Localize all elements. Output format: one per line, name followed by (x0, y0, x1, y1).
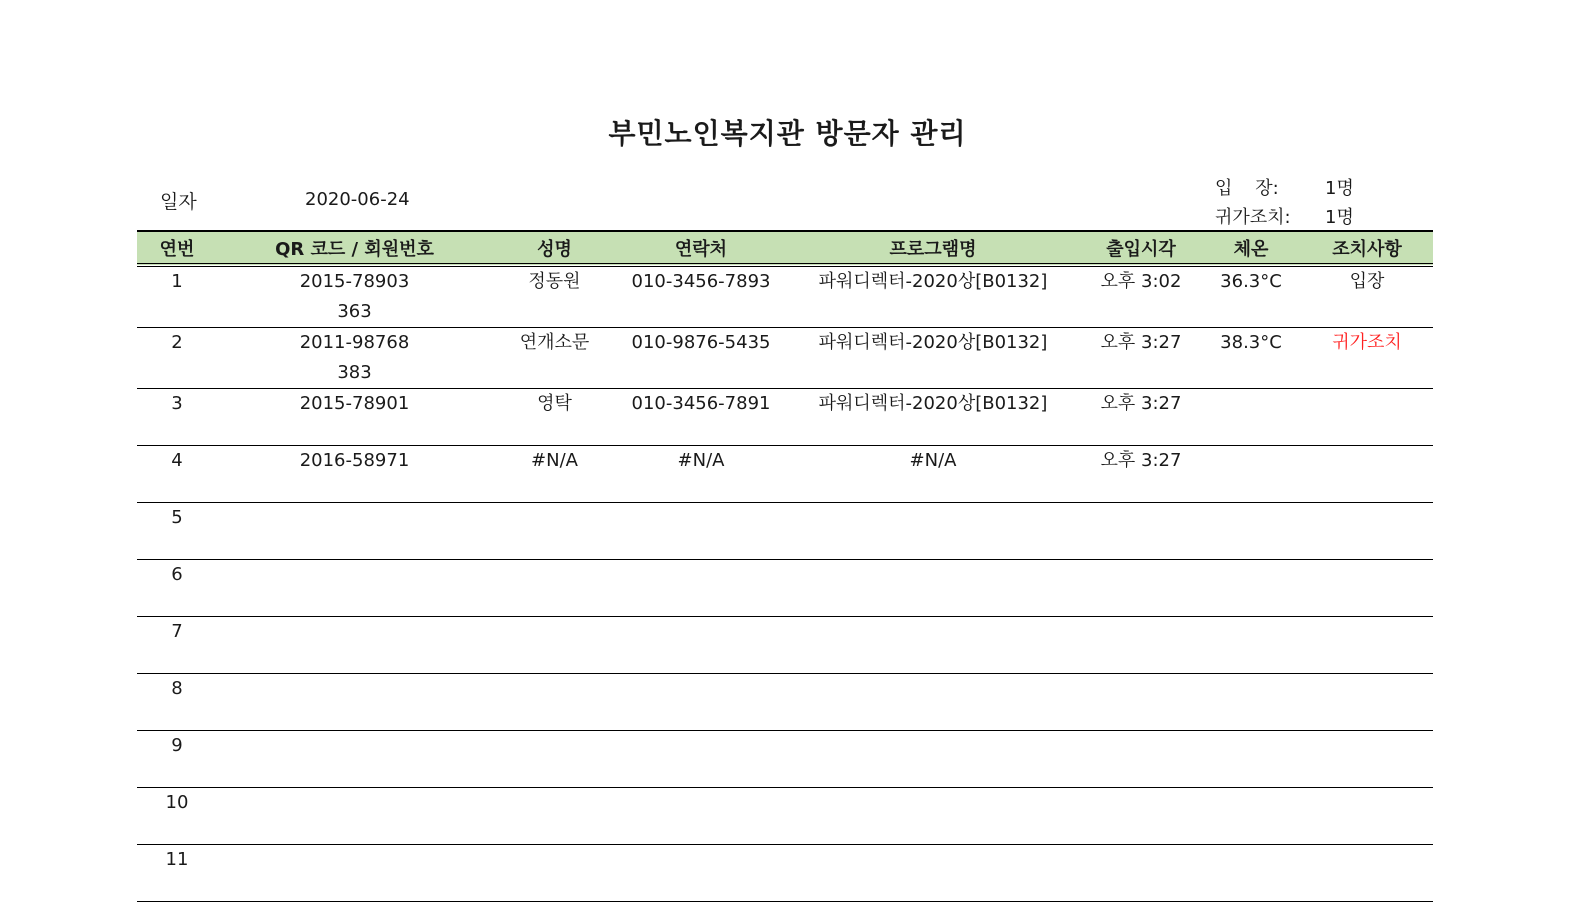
cell-program[interactable]: 파워디렉터-2020상[B0132] (785, 389, 1081, 446)
cell-code[interactable] (217, 788, 492, 845)
table-row[interactable] (137, 617, 1433, 674)
cell-code-value: 2015-78901 (299, 393, 410, 414)
cell-name[interactable] (492, 845, 617, 902)
cell-phone[interactable]: 010-3456-7893 (617, 265, 785, 328)
table-row[interactable] (137, 389, 1433, 446)
cell-action[interactable] (1301, 788, 1433, 845)
column-header-time[interactable]: 출입시각 (1081, 231, 1201, 265)
cell-time[interactable]: 오후 3:27 (1081, 389, 1201, 446)
cell-no[interactable]: 2 (137, 328, 217, 389)
cell-time[interactable] (1081, 845, 1201, 902)
cell-temp[interactable] (1201, 617, 1301, 674)
cell-no[interactable]: 5 (137, 503, 217, 560)
cell-program[interactable] (785, 674, 1081, 731)
cell-code-extra: 383 (337, 362, 372, 383)
cell-phone[interactable]: #N/A (617, 446, 785, 503)
column-header-code[interactable]: QR 코드 / 회원번호 (217, 231, 492, 265)
cell-code[interactable] (217, 503, 492, 560)
cell-time[interactable] (1081, 560, 1201, 617)
cell-action[interactable] (1301, 617, 1433, 674)
cell-name[interactable]: 영탁 (492, 389, 617, 446)
cell-code[interactable] (217, 674, 492, 731)
cell-name[interactable] (492, 560, 617, 617)
cell-program[interactable] (785, 788, 1081, 845)
cell-temp[interactable] (1201, 731, 1301, 788)
cell-action[interactable] (1301, 674, 1433, 731)
cell-temp[interactable] (1201, 845, 1301, 902)
cell-action[interactable] (1301, 560, 1433, 617)
cell-time[interactable] (1081, 503, 1201, 560)
cell-code[interactable] (217, 845, 492, 902)
page-title: 부민노인복지관 방문자 관리 (608, 117, 967, 150)
cell-name[interactable] (492, 617, 617, 674)
table-body (137, 265, 1433, 902)
cell-code-value: 2011-98768 (299, 332, 410, 353)
summary-sent-home-label: 귀가조치: (1215, 207, 1291, 228)
cell-temp[interactable] (1201, 674, 1301, 731)
cell-name[interactable]: 연개소문 (492, 328, 617, 389)
cell-action[interactable] (1301, 731, 1433, 788)
cell-name[interactable]: #N/A (492, 446, 617, 503)
cell-time[interactable]: 오후 3:27 (1081, 328, 1201, 389)
cell-action[interactable]: 귀가조치 (1301, 328, 1433, 389)
cell-temp[interactable] (1201, 503, 1301, 560)
table-row[interactable] (137, 503, 1433, 560)
table-row[interactable] (137, 560, 1433, 617)
cell-action[interactable] (1301, 389, 1433, 446)
cell-phone[interactable] (617, 788, 785, 845)
cell-time[interactable] (1081, 731, 1201, 788)
cell-no[interactable]: 7 (137, 617, 217, 674)
column-header-no[interactable]: 연번 (137, 231, 217, 265)
cell-name[interactable] (492, 731, 617, 788)
table-row[interactable] (137, 845, 1433, 902)
table-row[interactable] (137, 265, 1433, 328)
cell-temp[interactable] (1201, 446, 1301, 503)
date-value[interactable]: 2020-06-24 (305, 189, 410, 210)
cell-time[interactable]: 오후 3:27 (1081, 446, 1201, 503)
cell-program[interactable] (785, 560, 1081, 617)
cell-code[interactable] (217, 328, 492, 389)
cell-code-value: 2016-58971 (299, 450, 410, 471)
cell-code-value: 2015-78903 (299, 271, 410, 292)
summary-entered-value[interactable]: 1명 (1325, 178, 1354, 199)
cell-phone[interactable] (617, 560, 785, 617)
summary-sent-home (1215, 203, 1385, 229)
cell-phone[interactable] (617, 503, 785, 560)
table-row[interactable] (137, 446, 1433, 503)
cell-time[interactable] (1081, 617, 1201, 674)
cell-temp[interactable]: 38.3°C (1201, 328, 1301, 389)
cell-code[interactable] (217, 617, 492, 674)
cell-no[interactable]: 3 (137, 389, 217, 446)
cell-action[interactable] (1301, 845, 1433, 902)
cell-name[interactable]: 정동원 (492, 265, 617, 328)
cell-time[interactable] (1081, 674, 1201, 731)
cell-program[interactable]: 파워디렉터-2020상[B0132] (785, 328, 1081, 389)
date-label: 일자 (160, 191, 197, 213)
cell-program[interactable] (785, 731, 1081, 788)
table-row[interactable] (137, 674, 1433, 731)
table-row[interactable] (137, 788, 1433, 845)
column-header-temp[interactable]: 체온 (1201, 231, 1301, 265)
column-header-program[interactable]: 프로그램명 (785, 231, 1081, 265)
cell-code[interactable] (217, 731, 492, 788)
column-header-phone[interactable]: 연락처 (617, 231, 785, 265)
cell-phone[interactable] (617, 731, 785, 788)
cell-program[interactable] (785, 617, 1081, 674)
cell-phone[interactable]: 010-3456-7891 (617, 389, 785, 446)
table-row[interactable] (137, 731, 1433, 788)
cell-no[interactable]: 4 (137, 446, 217, 503)
cell-no[interactable]: 11 (137, 845, 217, 902)
cell-code[interactable] (217, 389, 492, 446)
cell-action[interactable]: 입장 (1301, 265, 1433, 328)
column-header-action[interactable]: 조치사항 (1301, 231, 1433, 265)
cell-code[interactable] (217, 446, 492, 503)
cell-program[interactable] (785, 503, 1081, 560)
cell-program[interactable]: #N/A (785, 446, 1081, 503)
summary-entered (1215, 174, 1385, 200)
cell-no[interactable]: 10 (137, 788, 217, 845)
summary-entered-label: 입 장: (1215, 178, 1279, 199)
cell-program[interactable] (785, 845, 1081, 902)
cell-temp[interactable] (1201, 389, 1301, 446)
cell-no[interactable]: 8 (137, 674, 217, 731)
cell-phone[interactable]: 010-9876-5435 (617, 328, 785, 389)
cell-action[interactable] (1301, 446, 1433, 503)
cell-phone[interactable] (617, 617, 785, 674)
cell-temp[interactable]: 36.3°C (1201, 265, 1301, 328)
cell-phone[interactable] (617, 674, 785, 731)
cell-program[interactable]: 파워디렉터-2020상[B0132] (785, 265, 1081, 328)
table-header-row (137, 231, 1433, 265)
cell-no[interactable]: 1 (137, 265, 217, 328)
cell-name[interactable] (492, 788, 617, 845)
cell-code-extra: 363 (337, 301, 372, 322)
cell-name[interactable] (492, 674, 617, 731)
column-header-name[interactable]: 성명 (492, 231, 617, 265)
visitor-table (137, 230, 1433, 902)
cell-name[interactable] (492, 503, 617, 560)
cell-code[interactable] (217, 560, 492, 617)
cell-temp[interactable] (1201, 560, 1301, 617)
table-row[interactable] (137, 328, 1433, 389)
summary-sent-home-value[interactable]: 1명 (1325, 207, 1354, 228)
cell-action[interactable] (1301, 503, 1433, 560)
cell-time[interactable]: 오후 3:02 (1081, 265, 1201, 328)
cell-code[interactable] (217, 265, 492, 328)
cell-no[interactable]: 6 (137, 560, 217, 617)
cell-no[interactable]: 9 (137, 731, 217, 788)
cell-temp[interactable] (1201, 788, 1301, 845)
cell-phone[interactable] (617, 845, 785, 902)
cell-time[interactable] (1081, 788, 1201, 845)
